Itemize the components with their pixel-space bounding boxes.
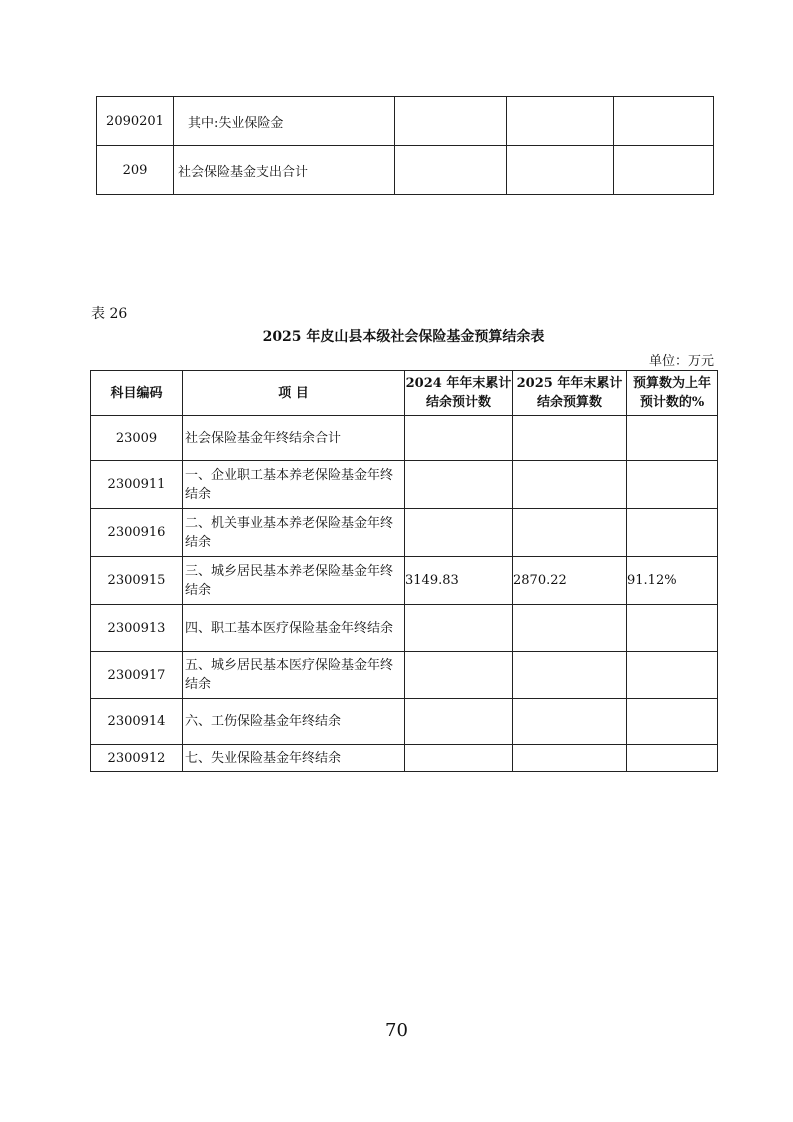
- header-2025: 2025 年年末累计结余预算数: [513, 371, 627, 416]
- header-percent: 预算数为上年预计数的%: [627, 371, 718, 416]
- table-row: [91, 745, 718, 772]
- value-cell: [614, 146, 714, 195]
- subject-code: 2090201: [97, 97, 174, 146]
- value-percent: [627, 509, 718, 557]
- table-row: [91, 557, 718, 605]
- item-name: 四、职工基本医疗保险基金年终结余: [183, 605, 405, 652]
- value-2024: [405, 699, 513, 745]
- table-row: [97, 146, 714, 195]
- value-cell: [614, 97, 714, 146]
- subject-code: 2300913: [91, 605, 183, 652]
- table-number-label: 表 26: [91, 306, 128, 322]
- header-row: [91, 371, 718, 416]
- continued-expenditure-table: [96, 96, 714, 195]
- value-2025: [513, 652, 627, 699]
- item-name: 六、工伤保险基金年终结余: [183, 699, 405, 745]
- table-row: [91, 509, 718, 557]
- value-2025: [513, 605, 627, 652]
- item-name: 五、城乡居民基本医疗保险基金年终结余: [183, 652, 405, 699]
- value-2025: 2870.22: [513, 557, 627, 605]
- item-name: 二、机关事业基本养老保险基金年终结余: [183, 509, 405, 557]
- value-2025: [513, 745, 627, 772]
- value-2025: [513, 416, 627, 461]
- value-2024: [405, 461, 513, 509]
- value-percent: 91.12%: [627, 557, 718, 605]
- item-name: 社会保险基金年终结余合计: [183, 416, 405, 461]
- value-2025: [513, 509, 627, 557]
- value-percent: [627, 699, 718, 745]
- value-percent: [627, 605, 718, 652]
- table-row: [91, 699, 718, 745]
- subject-code: 2300916: [91, 509, 183, 557]
- subject-code: 2300917: [91, 652, 183, 699]
- value-2025: [513, 461, 627, 509]
- unit-label: 单位：万元: [648, 354, 714, 369]
- subject-code: 23009: [91, 416, 183, 461]
- header-2024: 2024 年年末累计结余预计数: [405, 371, 513, 416]
- item-name: 其中:失业保险金: [174, 97, 395, 146]
- page-number: 70: [385, 1020, 408, 1041]
- header-code: 科目编码: [91, 371, 183, 416]
- value-2024: [405, 652, 513, 699]
- table-title: 2025 年皮山县本级社会保险基金预算结余表: [262, 329, 545, 345]
- item-name: 一、企业职工基本养老保险基金年终结余: [183, 461, 405, 509]
- value-percent: [627, 416, 718, 461]
- value-cell: [507, 146, 614, 195]
- subject-code: 2300914: [91, 699, 183, 745]
- value-percent: [627, 745, 718, 772]
- value-cell: [395, 97, 507, 146]
- header-item: 项 目: [183, 371, 405, 416]
- table-row: [91, 652, 718, 699]
- value-2024: [405, 416, 513, 461]
- value-2024: [405, 745, 513, 772]
- value-cell: [395, 146, 507, 195]
- item-name: 社会保险基金支出合计: [174, 146, 395, 195]
- value-percent: [627, 461, 718, 509]
- value-2024: [405, 605, 513, 652]
- value-2025: [513, 699, 627, 745]
- subject-code: 2300911: [91, 461, 183, 509]
- subject-code: 2300915: [91, 557, 183, 605]
- fund-balance-table: [90, 370, 718, 772]
- table-row: [97, 97, 714, 146]
- value-cell: [507, 97, 614, 146]
- subject-code: 209: [97, 146, 174, 195]
- table-row: [91, 461, 718, 509]
- item-name: 三、城乡居民基本养老保险基金年终结余: [183, 557, 405, 605]
- value-percent: [627, 652, 718, 699]
- table-row: [91, 416, 718, 461]
- item-name: 七、失业保险基金年终结余: [183, 745, 405, 772]
- subject-code: 2300912: [91, 745, 183, 772]
- value-2024: 3149.83: [405, 557, 513, 605]
- table-row: [91, 605, 718, 652]
- value-2024: [405, 509, 513, 557]
